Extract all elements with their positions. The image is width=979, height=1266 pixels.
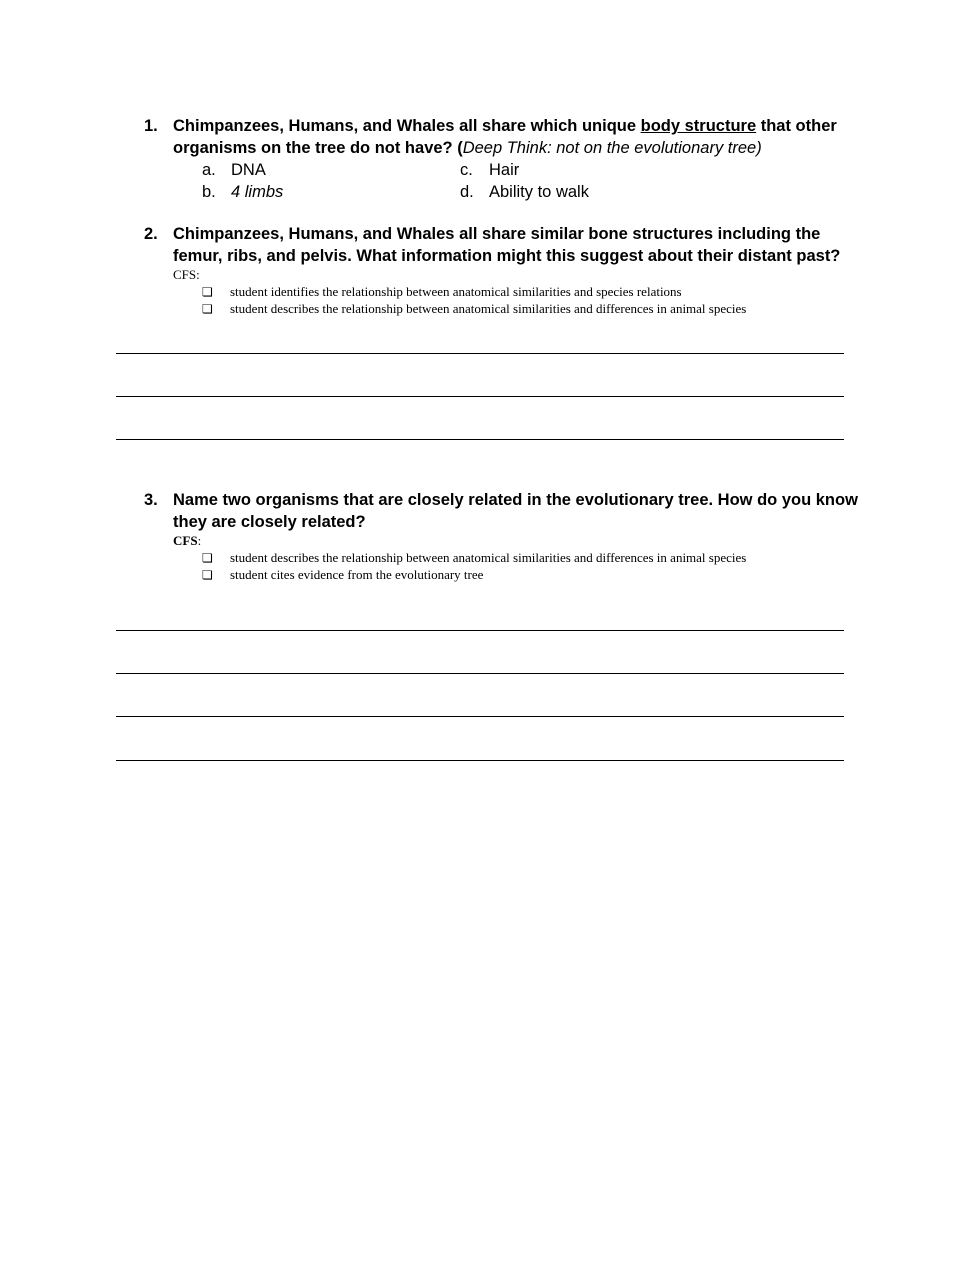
question-number: 1. [144, 117, 158, 135]
question-number: 3. [144, 491, 158, 509]
question-text [173, 116, 874, 159]
checkbox-icon[interactable]: ❏ [202, 551, 213, 565]
cfs-label-bold: CFS [173, 533, 198, 548]
answer-line[interactable] [116, 760, 844, 761]
answer-line[interactable] [116, 630, 844, 631]
cfs-item [202, 549, 874, 566]
question-1 [144, 116, 874, 203]
question-text-part: that other organisms on the tree do not have? ( [173, 117, 837, 157]
question-text-part: Chimpanzees, Humans, and Whales all share which unique [173, 117, 641, 135]
cfs-label-colon: : [197, 533, 202, 548]
question-number: 2. [144, 225, 158, 243]
choice-letter: c. [460, 161, 473, 179]
choice-text: Ability to walk [489, 183, 589, 201]
choice-b[interactable] [202, 181, 283, 203]
choice-text: 4 limbs [231, 183, 284, 201]
cfs-item-text: student identifies the relationship between anatomical similarities and species relations [230, 284, 682, 299]
choice-letter: a. [202, 161, 216, 179]
cfs-item-text: student describes the relationship between anatomical similarities and differences in animal species [230, 550, 747, 565]
cfs-item-text: student describes the relationship between anatomical similarities and differences in animal species [230, 301, 747, 316]
choice-text: Hair [489, 161, 520, 179]
cfs-item-text: student cites evidence from the evolutionary tree [230, 567, 484, 582]
question-text: Chimpanzees, Humans, and Whales all share similar bone structures including the femur, ribs, and pelvis. What information might this suggest about their distant past? [173, 225, 841, 265]
answer-line[interactable] [116, 353, 844, 354]
deep-think-hint: Deep Think: not on the evolutionary tree) [462, 138, 762, 157]
cfs-item [202, 283, 874, 300]
cfs-label [173, 533, 874, 549]
answer-choices [144, 159, 874, 203]
choice-a[interactable] [202, 159, 266, 181]
answer-line[interactable] [116, 439, 844, 440]
choice-d[interactable] [460, 181, 589, 203]
checkbox-icon[interactable]: ❏ [202, 302, 213, 316]
cfs-item [202, 300, 874, 317]
question-text: Name two organisms that are closely related in the evolutionary tree. How do you know they are closely related? [173, 491, 858, 531]
cfs-item [202, 566, 874, 583]
cfs-label: CFS: [173, 267, 200, 282]
answer-line[interactable] [116, 716, 844, 717]
choice-text: DNA [231, 161, 266, 179]
checkbox-icon[interactable]: ❏ [202, 285, 213, 299]
choice-letter: d. [460, 183, 474, 201]
checkbox-icon[interactable]: ❏ [202, 568, 213, 582]
question-2 [144, 224, 874, 317]
choice-letter: b. [202, 183, 216, 201]
question-3 [144, 490, 874, 583]
answer-line[interactable] [116, 673, 844, 674]
choice-c[interactable] [460, 159, 519, 181]
answer-line[interactable] [116, 396, 844, 397]
underlined-phrase: body structure [640, 117, 757, 135]
